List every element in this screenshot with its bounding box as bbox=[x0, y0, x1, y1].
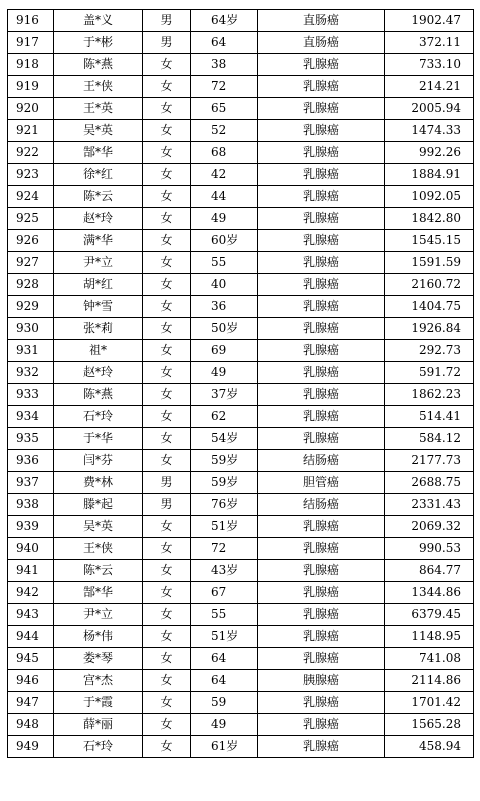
patient-name-cell: 张*莉 bbox=[54, 318, 143, 340]
row-number-cell: 946 bbox=[8, 670, 54, 692]
amount-cell: 458.94 bbox=[385, 736, 474, 758]
table-row bbox=[8, 186, 474, 208]
patient-name-cell: 盖*义 bbox=[54, 10, 143, 32]
patient-name-cell: 胡*红 bbox=[54, 274, 143, 296]
diagnosis-cell: 乳腺癌 bbox=[258, 604, 385, 626]
age-cell: 62 bbox=[191, 406, 258, 428]
age-cell: 49 bbox=[191, 714, 258, 736]
gender-cell: 女 bbox=[143, 340, 191, 362]
table-row bbox=[8, 560, 474, 582]
age-cell: 64 bbox=[191, 32, 258, 54]
age-cell: 50岁 bbox=[191, 318, 258, 340]
row-number-cell: 922 bbox=[8, 142, 54, 164]
age-cell: 36 bbox=[191, 296, 258, 318]
gender-cell: 女 bbox=[143, 604, 191, 626]
patient-name-cell: 赵*玲 bbox=[54, 362, 143, 384]
patient-name-cell: 薛*丽 bbox=[54, 714, 143, 736]
table-row bbox=[8, 428, 474, 450]
amount-cell: 514.41 bbox=[385, 406, 474, 428]
age-cell: 61岁 bbox=[191, 736, 258, 758]
amount-cell: 6379.45 bbox=[385, 604, 474, 626]
table-row bbox=[8, 340, 474, 362]
age-cell: 44 bbox=[191, 186, 258, 208]
patient-name-cell: 宫*杰 bbox=[54, 670, 143, 692]
row-number-cell: 945 bbox=[8, 648, 54, 670]
diagnosis-cell: 乳腺癌 bbox=[258, 560, 385, 582]
row-number-cell: 937 bbox=[8, 472, 54, 494]
table-row bbox=[8, 384, 474, 406]
patient-name-cell: 陈*云 bbox=[54, 560, 143, 582]
patient-name-cell: 于*彬 bbox=[54, 32, 143, 54]
table-row bbox=[8, 208, 474, 230]
gender-cell: 女 bbox=[143, 648, 191, 670]
patient-name-cell: 滕*起 bbox=[54, 494, 143, 516]
age-cell: 51岁 bbox=[191, 516, 258, 538]
amount-cell: 372.11 bbox=[385, 32, 474, 54]
amount-cell: 1862.23 bbox=[385, 384, 474, 406]
patient-name-cell: 费*林 bbox=[54, 472, 143, 494]
amount-cell: 1701.42 bbox=[385, 692, 474, 714]
diagnosis-cell: 乳腺癌 bbox=[258, 54, 385, 76]
age-cell: 60岁 bbox=[191, 230, 258, 252]
row-number-cell: 935 bbox=[8, 428, 54, 450]
gender-cell: 男 bbox=[143, 472, 191, 494]
diagnosis-cell: 乳腺癌 bbox=[258, 428, 385, 450]
patient-name-cell: 于*霞 bbox=[54, 692, 143, 714]
diagnosis-cell: 乳腺癌 bbox=[258, 98, 385, 120]
row-number-cell: 941 bbox=[8, 560, 54, 582]
diagnosis-cell: 乳腺癌 bbox=[258, 692, 385, 714]
amount-cell: 741.08 bbox=[385, 648, 474, 670]
diagnosis-cell: 乳腺癌 bbox=[258, 120, 385, 142]
row-number-cell: 920 bbox=[8, 98, 54, 120]
amount-cell: 1591.59 bbox=[385, 252, 474, 274]
diagnosis-cell: 直肠癌 bbox=[258, 32, 385, 54]
table-row bbox=[8, 274, 474, 296]
amount-cell: 292.73 bbox=[385, 340, 474, 362]
diagnosis-cell: 乳腺癌 bbox=[258, 538, 385, 560]
diagnosis-cell: 乳腺癌 bbox=[258, 208, 385, 230]
amount-cell: 864.77 bbox=[385, 560, 474, 582]
gender-cell: 男 bbox=[143, 32, 191, 54]
amount-cell: 1565.28 bbox=[385, 714, 474, 736]
row-number-cell: 943 bbox=[8, 604, 54, 626]
patient-name-cell: 陈*燕 bbox=[54, 54, 143, 76]
amount-cell: 1148.95 bbox=[385, 626, 474, 648]
row-number-cell: 924 bbox=[8, 186, 54, 208]
patient-name-cell: 王*英 bbox=[54, 98, 143, 120]
amount-cell: 2005.94 bbox=[385, 98, 474, 120]
gender-cell: 女 bbox=[143, 274, 191, 296]
age-cell: 42 bbox=[191, 164, 258, 186]
row-number-cell: 918 bbox=[8, 54, 54, 76]
age-cell: 49 bbox=[191, 362, 258, 384]
table-row bbox=[8, 714, 474, 736]
row-number-cell: 948 bbox=[8, 714, 54, 736]
table-row bbox=[8, 362, 474, 384]
diagnosis-cell: 乳腺癌 bbox=[258, 186, 385, 208]
amount-cell: 1474.33 bbox=[385, 120, 474, 142]
row-number-cell: 942 bbox=[8, 582, 54, 604]
row-number-cell: 929 bbox=[8, 296, 54, 318]
gender-cell: 男 bbox=[143, 494, 191, 516]
gender-cell: 女 bbox=[143, 406, 191, 428]
diagnosis-cell: 乳腺癌 bbox=[258, 164, 385, 186]
age-cell: 72 bbox=[191, 76, 258, 98]
diagnosis-cell: 乳腺癌 bbox=[258, 252, 385, 274]
gender-cell: 女 bbox=[143, 384, 191, 406]
gender-cell: 女 bbox=[143, 362, 191, 384]
diagnosis-cell: 乳腺癌 bbox=[258, 626, 385, 648]
diagnosis-cell: 结肠癌 bbox=[258, 450, 385, 472]
table-row bbox=[8, 230, 474, 252]
table-row bbox=[8, 318, 474, 340]
amount-cell: 2160.72 bbox=[385, 274, 474, 296]
amount-cell: 2177.73 bbox=[385, 450, 474, 472]
diagnosis-cell: 胰腺癌 bbox=[258, 670, 385, 692]
table-row bbox=[8, 472, 474, 494]
patient-name-cell: 吴*英 bbox=[54, 516, 143, 538]
diagnosis-cell: 乳腺癌 bbox=[258, 516, 385, 538]
gender-cell: 女 bbox=[143, 560, 191, 582]
table-row bbox=[8, 76, 474, 98]
diagnosis-cell: 乳腺癌 bbox=[258, 582, 385, 604]
table-row bbox=[8, 736, 474, 758]
gender-cell: 女 bbox=[143, 582, 191, 604]
patient-name-cell: 娄*琴 bbox=[54, 648, 143, 670]
amount-cell: 1344.86 bbox=[385, 582, 474, 604]
row-number-cell: 927 bbox=[8, 252, 54, 274]
gender-cell: 女 bbox=[143, 318, 191, 340]
gender-cell: 女 bbox=[143, 142, 191, 164]
amount-cell: 214.21 bbox=[385, 76, 474, 98]
patient-name-cell: 吴*英 bbox=[54, 120, 143, 142]
age-cell: 68 bbox=[191, 142, 258, 164]
table-row bbox=[8, 582, 474, 604]
patient-name-cell: 王*侠 bbox=[54, 538, 143, 560]
row-number-cell: 939 bbox=[8, 516, 54, 538]
gender-cell: 女 bbox=[143, 164, 191, 186]
gender-cell: 女 bbox=[143, 670, 191, 692]
gender-cell: 女 bbox=[143, 54, 191, 76]
amount-cell: 591.72 bbox=[385, 362, 474, 384]
row-number-cell: 938 bbox=[8, 494, 54, 516]
age-cell: 38 bbox=[191, 54, 258, 76]
age-cell: 43岁 bbox=[191, 560, 258, 582]
age-cell: 37岁 bbox=[191, 384, 258, 406]
table-row bbox=[8, 10, 474, 32]
diagnosis-cell: 乳腺癌 bbox=[258, 296, 385, 318]
diagnosis-cell: 乳腺癌 bbox=[258, 736, 385, 758]
patient-name-cell: 满*华 bbox=[54, 230, 143, 252]
amount-cell: 1404.75 bbox=[385, 296, 474, 318]
patient-name-cell: 郜*华 bbox=[54, 582, 143, 604]
table-row bbox=[8, 164, 474, 186]
age-cell: 65 bbox=[191, 98, 258, 120]
diagnosis-cell: 乳腺癌 bbox=[258, 648, 385, 670]
gender-cell: 女 bbox=[143, 120, 191, 142]
age-cell: 54岁 bbox=[191, 428, 258, 450]
amount-cell: 990.53 bbox=[385, 538, 474, 560]
amount-cell: 1545.15 bbox=[385, 230, 474, 252]
amount-cell: 2114.86 bbox=[385, 670, 474, 692]
age-cell: 59岁 bbox=[191, 472, 258, 494]
row-number-cell: 944 bbox=[8, 626, 54, 648]
table-row bbox=[8, 32, 474, 54]
age-cell: 76岁 bbox=[191, 494, 258, 516]
diagnosis-cell: 乳腺癌 bbox=[258, 230, 385, 252]
age-cell: 51岁 bbox=[191, 626, 258, 648]
table-row bbox=[8, 626, 474, 648]
row-number-cell: 936 bbox=[8, 450, 54, 472]
patient-name-cell: 徐*红 bbox=[54, 164, 143, 186]
age-cell: 67 bbox=[191, 582, 258, 604]
age-cell: 59岁 bbox=[191, 450, 258, 472]
table-row bbox=[8, 120, 474, 142]
table-row bbox=[8, 450, 474, 472]
diagnosis-cell: 乳腺癌 bbox=[258, 142, 385, 164]
table-row bbox=[8, 142, 474, 164]
patient-table-body bbox=[8, 10, 474, 758]
patient-name-cell: 郜*华 bbox=[54, 142, 143, 164]
diagnosis-cell: 乳腺癌 bbox=[258, 340, 385, 362]
row-number-cell: 923 bbox=[8, 164, 54, 186]
table-row bbox=[8, 670, 474, 692]
amount-cell: 1926.84 bbox=[385, 318, 474, 340]
table-row bbox=[8, 692, 474, 714]
diagnosis-cell: 乳腺癌 bbox=[258, 318, 385, 340]
diagnosis-cell: 结肠癌 bbox=[258, 494, 385, 516]
age-cell: 40 bbox=[191, 274, 258, 296]
row-number-cell: 940 bbox=[8, 538, 54, 560]
gender-cell: 女 bbox=[143, 736, 191, 758]
amount-cell: 1902.47 bbox=[385, 10, 474, 32]
patient-name-cell: 杨*伟 bbox=[54, 626, 143, 648]
diagnosis-cell: 乳腺癌 bbox=[258, 714, 385, 736]
gender-cell: 女 bbox=[143, 230, 191, 252]
table-row bbox=[8, 494, 474, 516]
table-row bbox=[8, 406, 474, 428]
row-number-cell: 916 bbox=[8, 10, 54, 32]
table-row bbox=[8, 604, 474, 626]
gender-cell: 女 bbox=[143, 186, 191, 208]
gender-cell: 女 bbox=[143, 450, 191, 472]
row-number-cell: 947 bbox=[8, 692, 54, 714]
diagnosis-cell: 乳腺癌 bbox=[258, 274, 385, 296]
age-cell: 49 bbox=[191, 208, 258, 230]
table-row bbox=[8, 648, 474, 670]
patient-name-cell: 陈*燕 bbox=[54, 384, 143, 406]
patient-name-cell: 赵*玲 bbox=[54, 208, 143, 230]
age-cell: 64 bbox=[191, 670, 258, 692]
gender-cell: 女 bbox=[143, 76, 191, 98]
amount-cell: 992.26 bbox=[385, 142, 474, 164]
age-cell: 55 bbox=[191, 604, 258, 626]
age-cell: 64 bbox=[191, 648, 258, 670]
row-number-cell: 925 bbox=[8, 208, 54, 230]
row-number-cell: 921 bbox=[8, 120, 54, 142]
table-row bbox=[8, 538, 474, 560]
gender-cell: 女 bbox=[143, 714, 191, 736]
gender-cell: 女 bbox=[143, 428, 191, 450]
patient-name-cell: 祖* bbox=[54, 340, 143, 362]
table-row bbox=[8, 516, 474, 538]
gender-cell: 女 bbox=[143, 626, 191, 648]
patient-name-cell: 陈*云 bbox=[54, 186, 143, 208]
gender-cell: 女 bbox=[143, 692, 191, 714]
amount-cell: 2688.75 bbox=[385, 472, 474, 494]
age-cell: 69 bbox=[191, 340, 258, 362]
amount-cell: 1092.05 bbox=[385, 186, 474, 208]
patient-name-cell: 尹*立 bbox=[54, 604, 143, 626]
amount-cell: 2069.32 bbox=[385, 516, 474, 538]
diagnosis-cell: 乳腺癌 bbox=[258, 362, 385, 384]
row-number-cell: 931 bbox=[8, 340, 54, 362]
table-row bbox=[8, 54, 474, 76]
age-cell: 64岁 bbox=[191, 10, 258, 32]
patient-name-cell: 尹*立 bbox=[54, 252, 143, 274]
amount-cell: 1842.80 bbox=[385, 208, 474, 230]
table-row bbox=[8, 252, 474, 274]
patient-name-cell: 钟*雪 bbox=[54, 296, 143, 318]
table-row bbox=[8, 98, 474, 120]
amount-cell: 1884.91 bbox=[385, 164, 474, 186]
row-number-cell: 928 bbox=[8, 274, 54, 296]
age-cell: 59 bbox=[191, 692, 258, 714]
row-number-cell: 949 bbox=[8, 736, 54, 758]
diagnosis-cell: 直肠癌 bbox=[258, 10, 385, 32]
patient-name-cell: 闫*芬 bbox=[54, 450, 143, 472]
row-number-cell: 930 bbox=[8, 318, 54, 340]
gender-cell: 男 bbox=[143, 10, 191, 32]
row-number-cell: 926 bbox=[8, 230, 54, 252]
row-number-cell: 917 bbox=[8, 32, 54, 54]
age-cell: 52 bbox=[191, 120, 258, 142]
age-cell: 72 bbox=[191, 538, 258, 560]
patient-name-cell: 石*玲 bbox=[54, 406, 143, 428]
gender-cell: 女 bbox=[143, 296, 191, 318]
age-cell: 55 bbox=[191, 252, 258, 274]
diagnosis-cell: 乳腺癌 bbox=[258, 384, 385, 406]
patient-table bbox=[7, 9, 474, 758]
row-number-cell: 932 bbox=[8, 362, 54, 384]
row-number-cell: 919 bbox=[8, 76, 54, 98]
row-number-cell: 934 bbox=[8, 406, 54, 428]
gender-cell: 女 bbox=[143, 98, 191, 120]
row-number-cell: 933 bbox=[8, 384, 54, 406]
amount-cell: 733.10 bbox=[385, 54, 474, 76]
patient-name-cell: 于*华 bbox=[54, 428, 143, 450]
amount-cell: 584.12 bbox=[385, 428, 474, 450]
table-row bbox=[8, 296, 474, 318]
diagnosis-cell: 乳腺癌 bbox=[258, 76, 385, 98]
gender-cell: 女 bbox=[143, 538, 191, 560]
amount-cell: 2331.43 bbox=[385, 494, 474, 516]
patient-name-cell: 王*侠 bbox=[54, 76, 143, 98]
diagnosis-cell: 胆管癌 bbox=[258, 472, 385, 494]
diagnosis-cell: 乳腺癌 bbox=[258, 406, 385, 428]
gender-cell: 女 bbox=[143, 516, 191, 538]
patient-name-cell: 石*玲 bbox=[54, 736, 143, 758]
gender-cell: 女 bbox=[143, 252, 191, 274]
gender-cell: 女 bbox=[143, 208, 191, 230]
